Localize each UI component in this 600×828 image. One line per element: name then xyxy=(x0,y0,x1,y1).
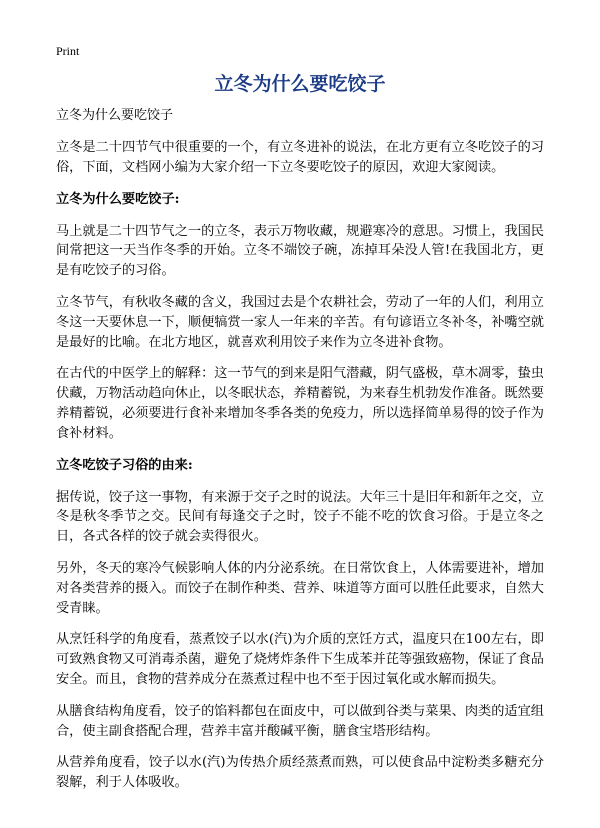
intro-paragraph: 立冬是二十四节气中很重要的一个，有立冬进补的说法，在北方更有立冬吃饺子的习俗，下面，文档网小编为大家介绍一下立冬要吃饺子的原因，欢迎大家阅读。 xyxy=(56,140,544,175)
paragraph: 在古代的中医学上的解释：这一节气的到来是阳气潜藏，阴气盛极，草木凋零，蛰虫伏藏，万物活动趋向休止，以冬眠状态，养精蓄锐，为来春生机勃发作准备。既然要养精蓄锐，必须要进行食补来增加冬季各类的免疫力，所以选择简单易得的饺子作为食补材料。 xyxy=(56,366,544,441)
document-subtitle: 立冬为什么要吃饺子 xyxy=(56,108,174,123)
print-link[interactable]: Print xyxy=(56,44,80,58)
document-title: 立冬为什么要吃饺子 xyxy=(214,73,386,95)
paragraph: 据传说，饺子这一事物，有来源于交子之时的说法。大年三十是旧年和新年之交，立冬是秋冬季节之交。民间有每逢交子之时，饺子不能不吃的饮食习俗。于是立冬之日，各式各样的饺子就会卖得很火。 xyxy=(56,489,544,545)
section-heading-why: 立冬为什么要吃饺子: xyxy=(56,191,180,207)
paragraph: 马上就是二十四节气之一的立冬，表示万物收藏，规避寒冷的意思。习惯上，我国民间常把这一天当作冬季的开始。立冬不端饺子碗，冻掉耳朵没人管!在我国北方，更是有吃饺子的习俗。 xyxy=(56,223,544,279)
paragraph: 从营养角度看，饺子以水(汽)为传热介质经蒸煮而熟，可以使食品中淀粉类多糖充分裂解，利于人体吸收。 xyxy=(56,755,544,791)
section-heading-origin: 立冬吃饺子习俗的由来: xyxy=(56,457,193,473)
paragraph: 从膳食结构角度看，饺子的馅料都包在面皮中，可以做到谷类与菜果、肉类的适宜组合，使主副食搭配合理，营养丰富并酸碱平衡，膳食宝塔形结构。 xyxy=(56,703,544,739)
paragraph: 从烹饪科学的角度看，蒸煮饺子以水(汽)为介质的烹饪方式，温度只在100左右，即可致熟食物又可消毒杀菌，避免了烧烤炸条件下生成苯并芘等强致癌物，保证了食品安全。而且，食物的营养成分在蒸煮过程中也不至于因过氧化或水解而损失。 xyxy=(56,632,544,687)
paragraph: 立冬节气，有秋收冬藏的含义，我国过去是个农耕社会，劳动了一年的人们，利用立冬这一天要休息一下，顺便犒赏一家人一年来的辛苦。有句谚语立冬补冬，补嘴空就是最好的比喻。在北方地区，就喜欢利用饺子来作为立冬进补食物。 xyxy=(56,294,544,350)
paragraph: 另外，冬天的寒冷气候影响人体的内分泌系统。在日常饮食上，人体需要进补，增加对各类营养的摄入。而饺子在制作种类、营养、味道等方面可以胜任此要求，自然大受青睐。 xyxy=(56,560,544,616)
